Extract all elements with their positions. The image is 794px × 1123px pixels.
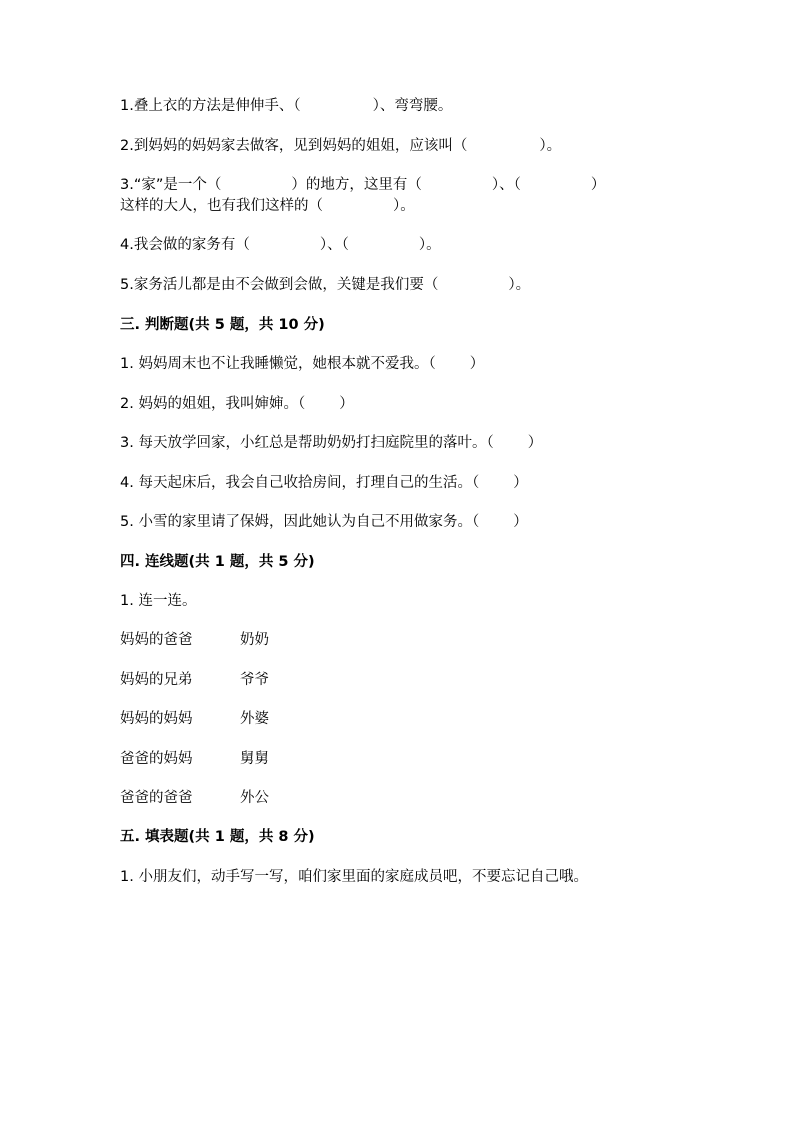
connect-pair — [120, 670, 269, 691]
connect-pair — [120, 788, 269, 809]
connect-pair — [120, 709, 269, 730]
connect-left-item[interactable]: 妈妈的妈妈 — [120, 711, 193, 727]
connect-left-item[interactable]: 爸爸的爸爸 — [120, 790, 193, 806]
connect-pair — [120, 749, 269, 770]
fill-item-1: 1.叠上衣的方法是伸伸手、（ ）、弯弯腰。 — [120, 98, 453, 114]
judge-item-2: 2. 妈妈的姐姐，我叫婶婶。（ ） — [120, 396, 354, 412]
section-heading-connect: 四. 连线题(共 1 题，共 5 分) — [120, 554, 315, 570]
fill-item-5: 5.家务活儿都是由不会做到会做，关键是我们要（ ）。 — [120, 277, 531, 293]
judge-item-1: 1. 妈妈周末也不让我睡懒觉，她根本就不爱我。（ ） — [120, 356, 485, 372]
fill-item-3-line2: 这样的大人，也有我们这样的（ ）。 — [120, 198, 415, 214]
connect-left-item[interactable]: 妈妈的兄弟 — [120, 672, 193, 688]
fill-item-3-line1: 3.“家”是一个（ ）的地方，这里有（ ）、（ ） — [120, 177, 606, 193]
connect-right-item[interactable]: 舅舅 — [240, 751, 269, 767]
fill-item-2: 2.到妈妈的妈妈家去做客，见到妈妈的姐姐，应该叫（ ）。 — [120, 138, 562, 154]
connect-right-item[interactable]: 外婆 — [240, 711, 269, 727]
judge-item-4: 4. 每天起床后，我会自己收拾房间，打理自己的生活。（ ） — [120, 475, 528, 491]
connect-pair — [120, 630, 269, 651]
table-prompt: 1. 小朋友们，动手写一写，咱们家里面的家庭成员吧，不要忘记自己哦。 — [120, 869, 588, 885]
connect-right-item[interactable]: 爷爷 — [240, 672, 269, 688]
connect-right-item[interactable]: 奶奶 — [240, 632, 269, 648]
section-heading-table: 五. 填表题(共 1 题，共 8 分) — [120, 829, 315, 845]
connect-left-item[interactable]: 妈妈的爸爸 — [120, 632, 193, 648]
connect-left-item[interactable]: 爸爸的妈妈 — [120, 751, 193, 767]
connect-right-item[interactable]: 外公 — [240, 790, 269, 806]
fill-item-4: 4.我会做的家务有（ ）、（ ）。 — [120, 237, 441, 253]
judge-item-3: 3. 每天放学回家，小红总是帮助奶奶打扫庭院里的落叶。（ ） — [120, 435, 543, 451]
judge-item-5: 5. 小雪的家里请了保姆，因此她认为自己不用做家务。（ ） — [120, 514, 528, 530]
connect-prompt: 1. 连一连。 — [120, 593, 197, 609]
section-heading-judge: 三. 判断题(共 5 题，共 10 分) — [120, 317, 325, 333]
